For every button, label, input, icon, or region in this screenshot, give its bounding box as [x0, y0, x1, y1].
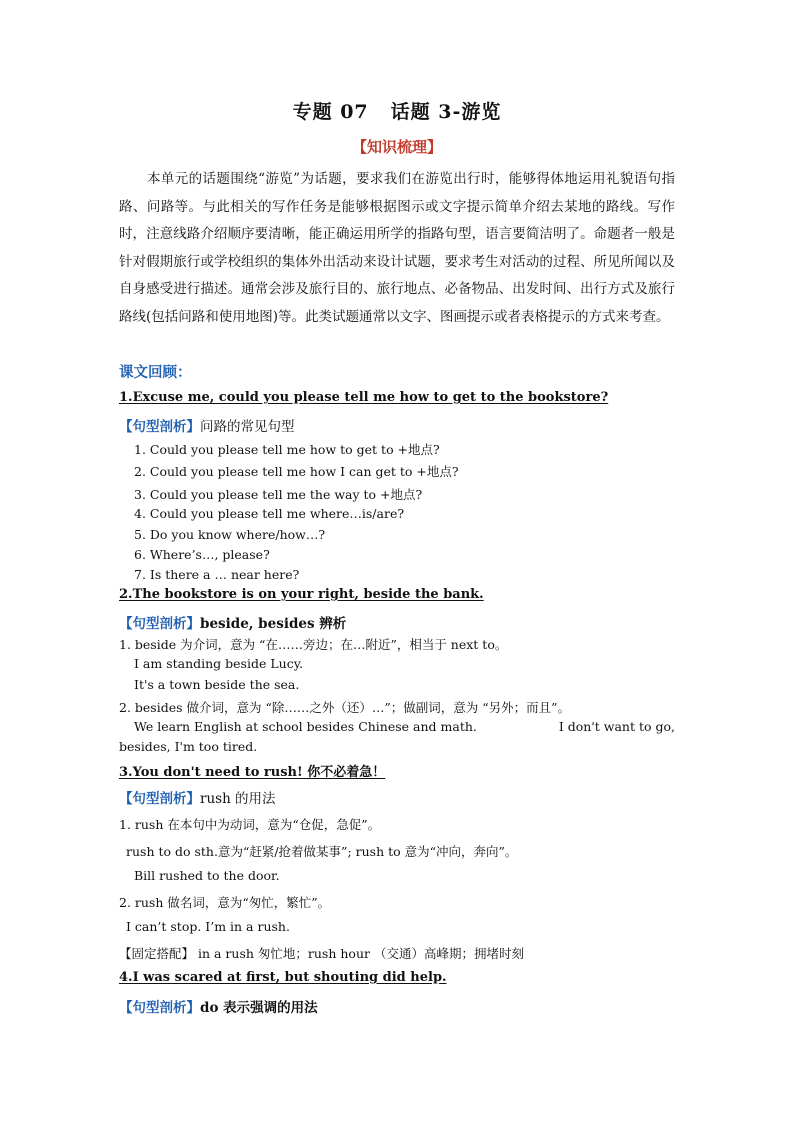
page-title	[0, 97, 794, 124]
analysis-text: do 表示强调的用法	[200, 1000, 318, 1016]
knowledge-tag: 【知识梳理】	[351, 138, 442, 156]
fixed-collocation-text: in a rush 匆忙地；rush hour （交通）高峰期；拥堵时刻	[194, 946, 524, 961]
analysis-tag: 【句型剖析】	[119, 1000, 200, 1016]
title-topic-number: 专题 07	[292, 101, 369, 123]
title-topic-name: 话题 3-游览	[390, 101, 502, 123]
example-sentence: Bill rushed to the door.	[134, 868, 280, 883]
fixed-collocation	[119, 944, 524, 962]
analysis-text: rush 的用法	[200, 791, 276, 807]
intro-paragraph	[119, 166, 675, 331]
list-item: 4. Could you please tell me where…is/are?	[134, 506, 405, 521]
section-2-heading: 2.The bookstore is on your right, beside the bank.	[119, 587, 484, 602]
beside-definition: 1. beside 为介词，意为 “在……旁边；在…附近”，相当于 next to。	[119, 637, 508, 652]
analysis-tag: 【句型剖析】	[119, 419, 200, 435]
fixed-collocation-tag: 【固定搭配】	[119, 946, 195, 961]
intro-text: 本单元的话题围绕“游览”为话题，要求我们在游览出行时，能够得体地运用礼貌语句指路、问路等。与此相关的写作任务是能够根据图示或文字提示简单介绍去某地的路线。写作时，注意线路介绍顺序要清晰，能正确运用所学的指路句型，语言要简洁明了。命题者一般是针对假期旅行或学校组织的集体外出活动来设计试题，要求考生对活动的过程、所见所闻以及自身感受进行描述。通常会涉及旅行目的、旅行地点、必备物品、出发时间、出行方式及旅行路线(包括问路和使用地图)等。此类试题通常以文字、图画提示或者表格提示的方式来考查。	[119, 171, 675, 325]
section-3-heading: 3.You don't need to rush! 你不必着急！	[119, 765, 386, 780]
analysis-text: beside, besides 辨析	[200, 616, 347, 632]
section-3-analysis	[119, 787, 276, 807]
example-sentence: We learn English at school besides Chinese and math.	[134, 719, 477, 734]
section-1-heading: 1.Excuse me, could you please tell me how to get to the bookstore?	[119, 390, 609, 405]
section-4-analysis	[119, 996, 318, 1016]
list-item: 5. Do you know where/how…?	[134, 527, 326, 542]
example-sentence: It's a town beside the sea.	[134, 677, 300, 692]
rush-verb-definition: 1. rush 在本句中为动词，意为“仓促，急促”。	[119, 817, 381, 832]
analysis-tag: 【句型剖析】	[119, 616, 200, 632]
list-item: 1. Could you please tell me how to get to +地点?	[134, 442, 440, 457]
list-item: 6. Where’s…, please?	[134, 547, 270, 562]
analysis-tag: 【句型剖析】	[119, 791, 200, 807]
example-sentence: I am standing beside Lucy.	[134, 656, 304, 671]
besides-definition: 2. besides 做介词，意为 “除……之外（还）…”；做副词，意为 “另外；而且”。	[119, 700, 571, 715]
list-item: 7. Is there a … near here?	[134, 567, 300, 582]
section-4-heading: 4.I was scared at first, but shouting did help.	[119, 970, 447, 985]
list-item: 2. Could you please tell me how I can get to +地点?	[134, 464, 459, 479]
rush-noun-definition: 2. rush 做名词，意为“匆忙，繁忙”。	[119, 895, 331, 910]
example-sentence: I can’t stop. I’m in a rush.	[126, 919, 290, 934]
example-sentence-row	[119, 719, 675, 734]
review-title: 课文回顾：	[119, 364, 192, 381]
rush-usage: rush to do sth.意为“赶紧/抢着做某事”; rush to 意为“冲向，奔向”。	[126, 844, 518, 859]
analysis-text: 问路的常见句型	[200, 419, 295, 435]
section-2-analysis	[119, 612, 346, 632]
list-item: 3. Could you please tell me the way to +地点?	[134, 487, 423, 502]
section-1-analysis	[119, 415, 295, 435]
example-sentence: besides, I'm too tired.	[119, 739, 258, 754]
example-sentence: I don't want to go,	[558, 719, 675, 734]
